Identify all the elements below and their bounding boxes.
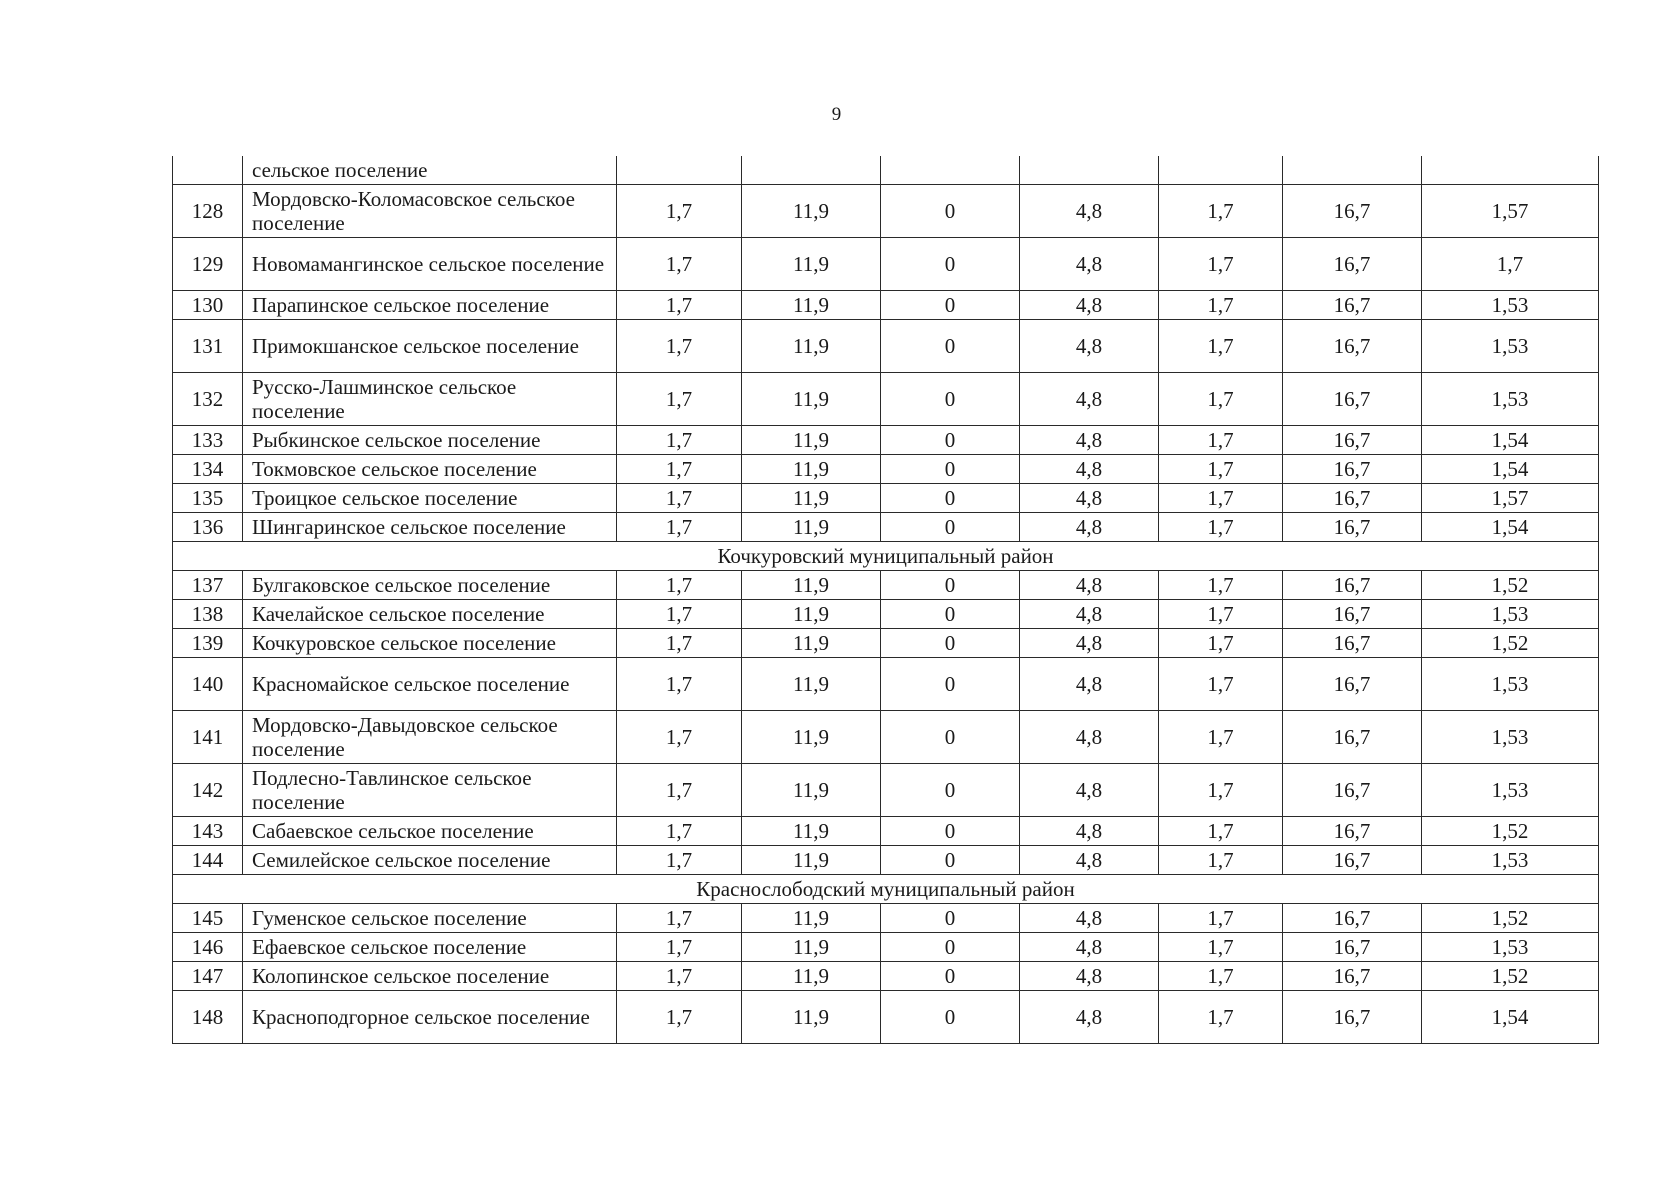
row-number-cell: 141 (173, 711, 243, 764)
value-cell-6: 16,7 (1283, 629, 1422, 658)
value-cell-4: 4,8 (1020, 426, 1159, 455)
value-cell-4: 4,8 (1020, 320, 1159, 373)
settlement-name-cell: Гуменское сельское поселение (243, 904, 617, 933)
value-cell-2: 11,9 (742, 291, 881, 320)
value-cell-3: 0 (881, 455, 1020, 484)
row-number-cell: 145 (173, 904, 243, 933)
value-cell (1283, 156, 1422, 185)
value-cell-7: 1,57 (1422, 185, 1599, 238)
value-cell-7: 1,54 (1422, 455, 1599, 484)
settlement-name-cell: Троицкое сельское поселение (243, 484, 617, 513)
value-cell-7: 1,52 (1422, 571, 1599, 600)
value-cell-2: 11,9 (742, 933, 881, 962)
table-row (173, 238, 1599, 291)
value-cell (1422, 156, 1599, 185)
value-cell-4: 4,8 (1020, 711, 1159, 764)
value-cell-7: 1,57 (1422, 484, 1599, 513)
table-row (173, 658, 1599, 711)
table-row (173, 185, 1599, 238)
value-cell-3: 0 (881, 962, 1020, 991)
district-title: Кочкуровский муниципальный район (173, 542, 1599, 571)
value-cell-7: 1,52 (1422, 629, 1599, 658)
value-cell-5: 1,7 (1159, 291, 1283, 320)
value-cell-7: 1,54 (1422, 991, 1599, 1044)
table-row (173, 291, 1599, 320)
value-cell-6: 16,7 (1283, 455, 1422, 484)
row-number-cell: 144 (173, 846, 243, 875)
value-cell (617, 156, 742, 185)
value-cell-1: 1,7 (617, 455, 742, 484)
value-cell (1159, 156, 1283, 185)
table-row (173, 904, 1599, 933)
row-number-cell: 140 (173, 658, 243, 711)
value-cell-7: 1,52 (1422, 817, 1599, 846)
value-cell-1: 1,7 (617, 962, 742, 991)
settlement-name-cell: Сабаевское сельское поселение (243, 817, 617, 846)
value-cell-6: 16,7 (1283, 933, 1422, 962)
value-cell-3: 0 (881, 817, 1020, 846)
value-cell-6: 16,7 (1283, 962, 1422, 991)
value-cell-5: 1,7 (1159, 373, 1283, 426)
value-cell-4: 4,8 (1020, 933, 1159, 962)
district-title: Краснослободский муниципальный район (173, 875, 1599, 904)
value-cell-3: 0 (881, 991, 1020, 1044)
value-cell-1: 1,7 (617, 291, 742, 320)
value-cell-2: 11,9 (742, 484, 881, 513)
value-cell-6: 16,7 (1283, 600, 1422, 629)
value-cell-1: 1,7 (617, 600, 742, 629)
data-table (172, 156, 1599, 1044)
value-cell-7: 1,54 (1422, 426, 1599, 455)
table-row (173, 484, 1599, 513)
settlement-name-cell: Шингаринское сельское поселение (243, 513, 617, 542)
value-cell-3: 0 (881, 484, 1020, 513)
value-cell-6: 16,7 (1283, 484, 1422, 513)
value-cell-3: 0 (881, 711, 1020, 764)
value-cell-1: 1,7 (617, 571, 742, 600)
value-cell-4: 4,8 (1020, 484, 1159, 513)
data-table-container (172, 156, 1598, 1044)
table-row (173, 600, 1599, 629)
value-cell-6: 16,7 (1283, 238, 1422, 291)
value-cell-2: 11,9 (742, 373, 881, 426)
value-cell-6: 16,7 (1283, 291, 1422, 320)
table-row (173, 764, 1599, 817)
value-cell-6: 16,7 (1283, 904, 1422, 933)
settlement-name-cell: Красноподгорное сельское поселение (243, 991, 617, 1044)
value-cell-4: 4,8 (1020, 185, 1159, 238)
value-cell-1: 1,7 (617, 426, 742, 455)
value-cell-2: 11,9 (742, 846, 881, 875)
district-header-row (173, 875, 1599, 904)
table-body (173, 156, 1599, 1044)
value-cell-5: 1,7 (1159, 426, 1283, 455)
row-number-cell: 148 (173, 991, 243, 1044)
table-row (173, 320, 1599, 373)
value-cell-1: 1,7 (617, 320, 742, 373)
value-cell-2: 11,9 (742, 600, 881, 629)
value-cell-5: 1,7 (1159, 238, 1283, 291)
value-cell-4: 4,8 (1020, 455, 1159, 484)
row-number-cell: 130 (173, 291, 243, 320)
value-cell-5: 1,7 (1159, 320, 1283, 373)
value-cell-5: 1,7 (1159, 455, 1283, 484)
value-cell-6: 16,7 (1283, 373, 1422, 426)
value-cell-4: 4,8 (1020, 658, 1159, 711)
value-cell-4: 4,8 (1020, 991, 1159, 1044)
row-number-cell: 129 (173, 238, 243, 291)
value-cell-6: 16,7 (1283, 571, 1422, 600)
value-cell-3: 0 (881, 571, 1020, 600)
district-header-row (173, 542, 1599, 571)
value-cell-6: 16,7 (1283, 185, 1422, 238)
value-cell-4: 4,8 (1020, 764, 1159, 817)
value-cell-1: 1,7 (617, 933, 742, 962)
row-number-cell: 132 (173, 373, 243, 426)
table-row (173, 571, 1599, 600)
value-cell-2: 11,9 (742, 764, 881, 817)
value-cell-7: 1,53 (1422, 764, 1599, 817)
value-cell-7: 1,52 (1422, 962, 1599, 991)
row-number-cell: 142 (173, 764, 243, 817)
value-cell-7: 1,7 (1422, 238, 1599, 291)
value-cell-1: 1,7 (617, 764, 742, 817)
value-cell-2: 11,9 (742, 904, 881, 933)
value-cell-2: 11,9 (742, 991, 881, 1044)
value-cell-4: 4,8 (1020, 962, 1159, 991)
table-row (173, 629, 1599, 658)
settlement-name-cell: Мордовско-Коломасовское сельское поселение (243, 185, 617, 238)
settlement-name-cell: Колопинское сельское поселение (243, 962, 617, 991)
settlement-name-cell: Красномайское сельское поселение (243, 658, 617, 711)
table-row (173, 711, 1599, 764)
value-cell-1: 1,7 (617, 238, 742, 291)
value-cell-6: 16,7 (1283, 426, 1422, 455)
value-cell-2: 11,9 (742, 320, 881, 373)
row-number-cell: 128 (173, 185, 243, 238)
value-cell-2: 11,9 (742, 658, 881, 711)
value-cell-5: 1,7 (1159, 600, 1283, 629)
table-row (173, 846, 1599, 875)
value-cell-7: 1,53 (1422, 711, 1599, 764)
table-row (173, 426, 1599, 455)
value-cell-2: 11,9 (742, 962, 881, 991)
value-cell-2: 11,9 (742, 817, 881, 846)
settlement-name-cell: Подлесно-Тавлинское сельское поселение (243, 764, 617, 817)
value-cell-1: 1,7 (617, 991, 742, 1044)
settlement-name-cell: Качелайское сельское поселение (243, 600, 617, 629)
value-cell-6: 16,7 (1283, 711, 1422, 764)
row-number-cell: 131 (173, 320, 243, 373)
value-cell-5: 1,7 (1159, 962, 1283, 991)
value-cell-3: 0 (881, 933, 1020, 962)
value-cell-7: 1,53 (1422, 291, 1599, 320)
value-cell (1020, 156, 1159, 185)
value-cell-4: 4,8 (1020, 629, 1159, 658)
row-number-cell: 134 (173, 455, 243, 484)
row-number-cell: 138 (173, 600, 243, 629)
value-cell-1: 1,7 (617, 711, 742, 764)
value-cell-5: 1,7 (1159, 817, 1283, 846)
value-cell-5: 1,7 (1159, 764, 1283, 817)
row-number-cell: 136 (173, 513, 243, 542)
value-cell-3: 0 (881, 426, 1020, 455)
value-cell-7: 1,53 (1422, 933, 1599, 962)
value-cell-6: 16,7 (1283, 320, 1422, 373)
value-cell-4: 4,8 (1020, 846, 1159, 875)
value-cell-5: 1,7 (1159, 846, 1283, 875)
value-cell-1: 1,7 (617, 658, 742, 711)
settlement-name-cell: сельское поселение (243, 156, 617, 185)
settlement-name-cell: Рыбкинское сельское поселение (243, 426, 617, 455)
value-cell-3: 0 (881, 320, 1020, 373)
table-row (173, 373, 1599, 426)
value-cell-1: 1,7 (617, 373, 742, 426)
value-cell-6: 16,7 (1283, 817, 1422, 846)
value-cell (881, 156, 1020, 185)
value-cell-5: 1,7 (1159, 185, 1283, 238)
table-row (173, 933, 1599, 962)
settlement-name-cell: Токмовское сельское поселение (243, 455, 617, 484)
value-cell-7: 1,53 (1422, 320, 1599, 373)
settlement-name-cell: Булгаковское сельское поселение (243, 571, 617, 600)
table-row (173, 817, 1599, 846)
value-cell-2: 11,9 (742, 571, 881, 600)
settlement-name-cell: Парапинское сельское поселение (243, 291, 617, 320)
value-cell-6: 16,7 (1283, 846, 1422, 875)
table-row (173, 962, 1599, 991)
page-number: 9 (831, 104, 842, 125)
settlement-name-cell: Новомамангинское сельское поселение (243, 238, 617, 291)
value-cell-3: 0 (881, 846, 1020, 875)
value-cell-4: 4,8 (1020, 373, 1159, 426)
value-cell-5: 1,7 (1159, 933, 1283, 962)
value-cell-7: 1,53 (1422, 373, 1599, 426)
value-cell-3: 0 (881, 185, 1020, 238)
settlement-name-cell: Русско-Лашминское сельское поселение (243, 373, 617, 426)
value-cell-3: 0 (881, 291, 1020, 320)
value-cell-6: 16,7 (1283, 991, 1422, 1044)
settlement-name-cell: Мордовско-Давыдовское сельское поселение (243, 711, 617, 764)
settlement-name-cell: Кочкуровское сельское поселение (243, 629, 617, 658)
value-cell-1: 1,7 (617, 185, 742, 238)
value-cell-2: 11,9 (742, 629, 881, 658)
value-cell-5: 1,7 (1159, 904, 1283, 933)
settlement-name-cell: Ефаевское сельское поселение (243, 933, 617, 962)
value-cell-3: 0 (881, 513, 1020, 542)
value-cell-6: 16,7 (1283, 658, 1422, 711)
value-cell-4: 4,8 (1020, 571, 1159, 600)
value-cell-2: 11,9 (742, 426, 881, 455)
value-cell-7: 1,53 (1422, 846, 1599, 875)
row-number-cell: 137 (173, 571, 243, 600)
table-row (173, 991, 1599, 1044)
value-cell-2: 11,9 (742, 711, 881, 764)
value-cell-7: 1,54 (1422, 513, 1599, 542)
value-cell-3: 0 (881, 658, 1020, 711)
row-number-cell: 135 (173, 484, 243, 513)
value-cell-2: 11,9 (742, 455, 881, 484)
value-cell-2: 11,9 (742, 238, 881, 291)
value-cell-5: 1,7 (1159, 484, 1283, 513)
value-cell-4: 4,8 (1020, 513, 1159, 542)
value-cell-5: 1,7 (1159, 571, 1283, 600)
value-cell-5: 1,7 (1159, 629, 1283, 658)
row-number-cell: 133 (173, 426, 243, 455)
table-row-continuation (173, 156, 1599, 185)
value-cell-1: 1,7 (617, 513, 742, 542)
value-cell-7: 1,53 (1422, 658, 1599, 711)
settlement-name-cell: Семилейское сельское поселение (243, 846, 617, 875)
value-cell (742, 156, 881, 185)
value-cell-6: 16,7 (1283, 764, 1422, 817)
value-cell-5: 1,7 (1159, 658, 1283, 711)
value-cell-5: 1,7 (1159, 711, 1283, 764)
value-cell-7: 1,52 (1422, 904, 1599, 933)
value-cell-1: 1,7 (617, 484, 742, 513)
value-cell-2: 11,9 (742, 513, 881, 542)
row-number-cell: 147 (173, 962, 243, 991)
value-cell-3: 0 (881, 904, 1020, 933)
value-cell-6: 16,7 (1283, 513, 1422, 542)
value-cell-3: 0 (881, 600, 1020, 629)
row-number-cell: 143 (173, 817, 243, 846)
value-cell-3: 0 (881, 238, 1020, 291)
row-number-cell (173, 156, 243, 185)
table-row (173, 513, 1599, 542)
value-cell-5: 1,7 (1159, 513, 1283, 542)
value-cell-1: 1,7 (617, 629, 742, 658)
value-cell-4: 4,8 (1020, 600, 1159, 629)
row-number-cell: 146 (173, 933, 243, 962)
value-cell-3: 0 (881, 764, 1020, 817)
value-cell-4: 4,8 (1020, 238, 1159, 291)
value-cell-1: 1,7 (617, 846, 742, 875)
value-cell-4: 4,8 (1020, 291, 1159, 320)
value-cell-3: 0 (881, 629, 1020, 658)
value-cell-3: 0 (881, 373, 1020, 426)
value-cell-4: 4,8 (1020, 817, 1159, 846)
table-row (173, 455, 1599, 484)
value-cell-4: 4,8 (1020, 904, 1159, 933)
value-cell-1: 1,7 (617, 904, 742, 933)
value-cell-5: 1,7 (1159, 991, 1283, 1044)
value-cell-1: 1,7 (617, 817, 742, 846)
value-cell-2: 11,9 (742, 185, 881, 238)
row-number-cell: 139 (173, 629, 243, 658)
value-cell-7: 1,53 (1422, 600, 1599, 629)
settlement-name-cell: Примокшанское сельское поселение (243, 320, 617, 373)
